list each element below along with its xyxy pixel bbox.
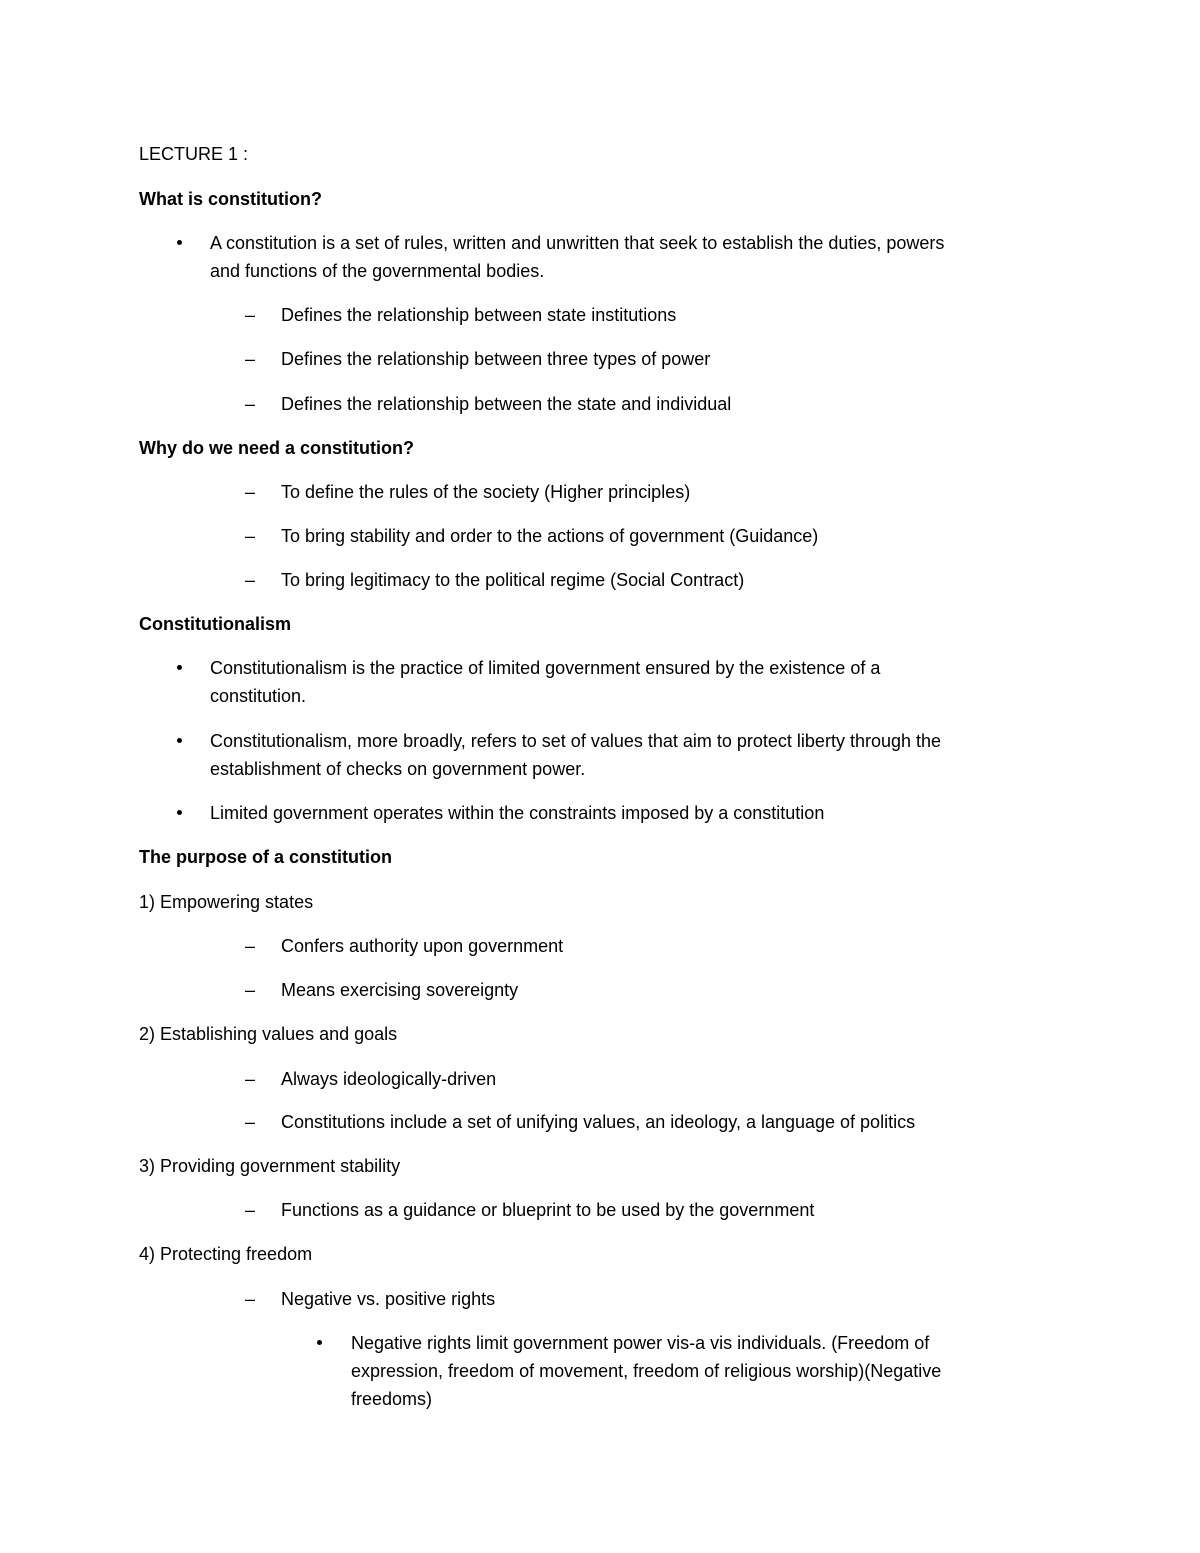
bullet-icon (177, 810, 182, 815)
section-heading: Why do we need a constitution? (139, 438, 415, 458)
numbered-item: 4) Protecting freedom (139, 1244, 313, 1264)
bullet-text: constitution. (210, 686, 307, 706)
dash-icon: – (245, 570, 256, 590)
dash-icon: – (245, 526, 256, 546)
dash-item: Confers authority upon government (281, 936, 564, 956)
dash-icon: – (245, 394, 256, 414)
bullet-icon (177, 240, 182, 245)
dash-icon: – (245, 936, 256, 956)
dash-item: Functions as a guidance or blueprint to be used by the government (281, 1200, 815, 1220)
bullet-text: Constitutionalism is the practice of limited government ensured by the existence of a (210, 658, 881, 678)
document-title: LECTURE 1 : (139, 144, 249, 164)
dash-item: To bring legitimacy to the political regime (Social Contract) (281, 570, 745, 590)
dash-item: Negative vs. positive rights (281, 1289, 496, 1309)
dash-item: Defines the relationship between state institutions (281, 305, 677, 325)
bullet-text: Constitutionalism, more broadly, refers to set of values that aim to protect liberty through the (210, 731, 942, 751)
dash-icon: – (245, 1112, 256, 1132)
dash-icon: – (245, 980, 256, 1000)
dash-item: Means exercising sovereignty (281, 980, 519, 1000)
bullet-text: establishment of checks on government power. (210, 759, 586, 779)
section-heading: What is constitution? (139, 189, 322, 209)
dash-item: Always ideologically-driven (281, 1069, 497, 1089)
dash-icon: – (245, 305, 256, 325)
dash-item: Defines the relationship between the state and individual (281, 394, 732, 414)
section-heading: Constitutionalism (139, 614, 291, 634)
section-heading: The purpose of a constitution (139, 847, 392, 867)
dash-icon: – (245, 349, 256, 369)
bullet-text: Limited government operates within the constraints imposed by a constitution (210, 803, 825, 823)
bullet-icon (177, 738, 182, 743)
numbered-item: 2) Establishing values and goals (139, 1024, 398, 1044)
sub-bullet-text: freedoms) (351, 1389, 433, 1409)
bullet-text: and functions of the governmental bodies. (210, 261, 545, 281)
numbered-item: 3) Providing government stability (139, 1156, 401, 1176)
sub-bullet-text: Negative rights limit government power vis-a vis individuals. (Freedom of (351, 1333, 930, 1353)
dash-icon: – (245, 1289, 256, 1309)
bullet-icon (317, 1340, 322, 1345)
bullet-icon (177, 665, 182, 670)
dash-item: Defines the relationship between three types of power (281, 349, 711, 369)
bullet-text: A constitution is a set of rules, written and unwritten that seek to establish the duties, powers (210, 233, 945, 253)
dash-icon: – (245, 1200, 256, 1220)
sub-bullet-text: expression, freedom of movement, freedom of religious worship)(Negative (351, 1361, 942, 1381)
dash-icon: – (245, 482, 256, 502)
dash-item: To bring stability and order to the actions of government (Guidance) (281, 526, 819, 546)
dash-item: Constitutions include a set of unifying values, an ideology, a language of politics (281, 1112, 916, 1132)
dash-icon: – (245, 1069, 256, 1089)
numbered-item: 1) Empowering states (139, 892, 314, 912)
dash-item: To define the rules of the society (Higher principles) (281, 482, 691, 502)
